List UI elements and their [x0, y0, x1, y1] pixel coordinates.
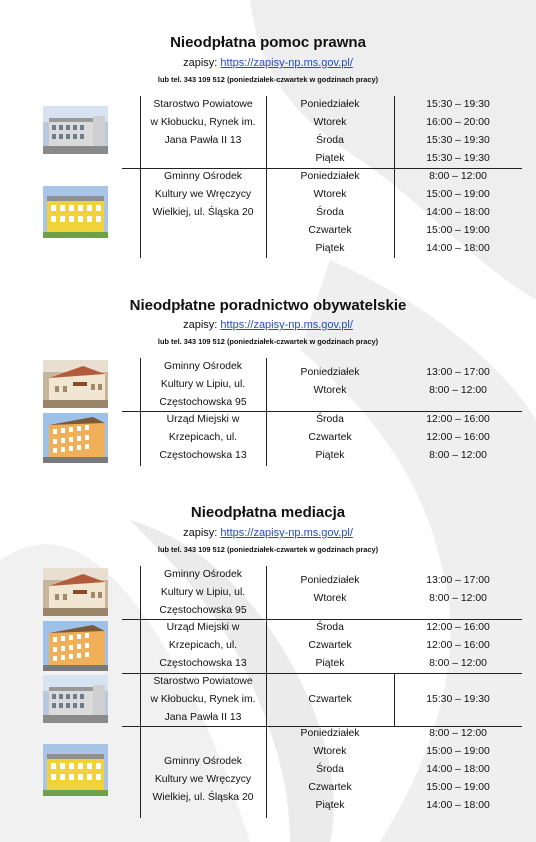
day-label: Piątek: [315, 450, 345, 461]
hours-value: 8:00 – 12:00: [429, 658, 487, 669]
zapisy-label: zapisy:: [183, 319, 218, 331]
building-photo-krzepice: [43, 413, 108, 463]
hours-value: 13:00 – 17:00: [426, 575, 490, 586]
days-list: [266, 364, 394, 400]
hours-value: 15:30 – 19:30: [426, 153, 490, 164]
hours-list: [394, 725, 522, 815]
column-divider: [140, 566, 141, 818]
days-list: [266, 96, 394, 168]
hours-list: [394, 691, 522, 709]
column-divider: [266, 96, 267, 258]
day-label: Wtorek: [313, 189, 347, 200]
location-address: Gminny Ośrodek Kultury w Lipiu, ul. Częstochowska 95: [159, 569, 247, 616]
section-title: Nieodpłatna pomoc prawna: [170, 34, 366, 51]
location-address: Gminny Ośrodek Kultury w Lipiu, ul. Częstochowska 95: [159, 361, 247, 408]
hours-value: 8:00 – 12:00: [429, 593, 487, 604]
day-label: Czwartek: [308, 782, 352, 793]
day-label: Piątek: [315, 243, 345, 254]
day-label: Piątek: [315, 153, 345, 164]
zapisy-line: [0, 527, 536, 539]
location-address: Gminny Ośrodek Kultury we Wręczycy Wielkiej, ul. Śląska 20: [152, 171, 254, 218]
hours-value: 15:00 – 19:00: [426, 189, 490, 200]
hours-list: [394, 168, 522, 258]
zapisy-label: zapisy:: [183, 527, 218, 539]
day-label: Wtorek: [313, 117, 347, 128]
hours-list: [394, 619, 522, 673]
zapisy-link[interactable]: https://zapisy-np.ms.gov.pl/: [220, 57, 353, 69]
building-photo-starostwo: [43, 675, 108, 723]
location-address: Gminny Ośrodek Kultury we Wręczycy Wielkiej, ul. Śląska 20: [152, 756, 254, 803]
hours-value: 14:00 – 18:00: [426, 243, 490, 254]
hours-value: 14:00 – 18:00: [426, 207, 490, 218]
hours-value: 12:00 – 16:00: [426, 414, 490, 425]
days-list: [266, 168, 394, 258]
phone-line: lub tel. 343 109 512 (poniedziałek-czwartek w godzinach pracy): [157, 75, 379, 84]
day-label: Wtorek: [313, 593, 347, 604]
hours-value: 12:00 – 16:00: [426, 432, 490, 443]
days-list: [266, 691, 394, 709]
day-label: Czwartek: [308, 225, 352, 236]
hours-value: 8:00 – 12:00: [429, 450, 487, 461]
day-label: Środa: [316, 622, 344, 633]
location-address: Urząd Miejski w Krzepicach, ul. Częstochowska 13: [159, 414, 247, 461]
location-address: Urząd Miejski w Krzepicach, ul. Częstochowska 13: [159, 622, 247, 669]
hours-value: 8:00 – 12:00: [429, 385, 487, 396]
hours-value: 14:00 – 18:00: [426, 764, 490, 775]
day-label: Środa: [316, 207, 344, 218]
hours-value: 15:00 – 19:00: [426, 225, 490, 236]
hours-value: 12:00 – 16:00: [426, 640, 490, 651]
hours-value: 15:30 – 19:30: [426, 694, 490, 705]
day-label: Środa: [316, 135, 344, 146]
section-title: Nieodpłatna mediacja: [190, 504, 346, 521]
zapisy-link[interactable]: https://zapisy-np.ms.gov.pl/: [220, 319, 353, 331]
days-list: [266, 411, 394, 465]
days-list: [266, 725, 394, 815]
column-divider: [140, 96, 141, 258]
phone-line: lub tel. 343 109 512 (poniedziałek-czwartek w godzinach pracy): [157, 337, 379, 346]
hours-value: 12:00 – 16:00: [426, 622, 490, 633]
building-photo-starostwo: [43, 106, 108, 154]
day-label: Wtorek: [313, 385, 347, 396]
day-label: Czwartek: [308, 640, 352, 651]
zapisy-line: [0, 319, 536, 331]
column-divider: [266, 566, 267, 818]
days-list: [266, 572, 394, 608]
hours-list: [394, 364, 522, 400]
day-label: Środa: [316, 764, 344, 775]
zapisy-link[interactable]: https://zapisy-np.ms.gov.pl/: [220, 527, 353, 539]
column-divider: [266, 358, 267, 466]
phone-line: lub tel. 343 109 512 (poniedziałek-czwartek w godzinach pracy): [157, 545, 379, 554]
day-label: Czwartek: [308, 432, 352, 443]
building-photo-lipie: [43, 360, 108, 408]
column-divider: [394, 96, 395, 258]
day-label: Poniedziałek: [300, 171, 360, 182]
hours-value: 15:00 – 19:00: [426, 782, 490, 793]
day-label: Poniedziałek: [300, 575, 360, 586]
hours-value: 15:30 – 19:30: [426, 135, 490, 146]
zapisy-line: [0, 57, 536, 69]
column-divider: [394, 673, 395, 726]
day-label: Poniedziałek: [300, 99, 360, 110]
location-address: Starostwo Powiatowe w Kłobucku, Rynek im. Jana Pawła II 13: [150, 676, 256, 723]
column-divider: [140, 358, 141, 466]
hours-value: 14:00 – 18:00: [426, 800, 490, 811]
hours-value: 13:00 – 17:00: [426, 367, 490, 378]
hours-value: 15:30 – 19:30: [426, 99, 490, 110]
building-photo-krzepice: [43, 621, 108, 671]
section-title: Nieodpłatne poradnictwo obywatelskie: [129, 297, 407, 314]
building-photo-wreczyca: [43, 744, 108, 796]
days-list: [266, 619, 394, 673]
zapisy-label: zapisy:: [183, 57, 218, 69]
day-label: Poniedziałek: [300, 728, 360, 739]
hours-value: 16:00 – 20:00: [426, 117, 490, 128]
building-photo-wreczyca: [43, 186, 108, 238]
day-label: Środa: [316, 414, 344, 425]
hours-list: [394, 96, 522, 168]
hours-value: 8:00 – 12:00: [429, 728, 487, 739]
hours-value: 8:00 – 12:00: [429, 171, 487, 182]
day-label: Czwartek: [308, 694, 352, 705]
location-address: Starostwo Powiatowe w Kłobucku, Rynek im. Jana Pawła II 13: [150, 99, 256, 146]
hours-list: [394, 572, 522, 608]
hours-value: 15:00 – 19:00: [426, 746, 490, 757]
day-label: Piątek: [315, 800, 345, 811]
day-label: Wtorek: [313, 746, 347, 757]
building-photo-lipie: [43, 568, 108, 616]
day-label: Poniedziałek: [300, 367, 360, 378]
day-label: Piątek: [315, 658, 345, 669]
hours-list: [394, 411, 522, 465]
